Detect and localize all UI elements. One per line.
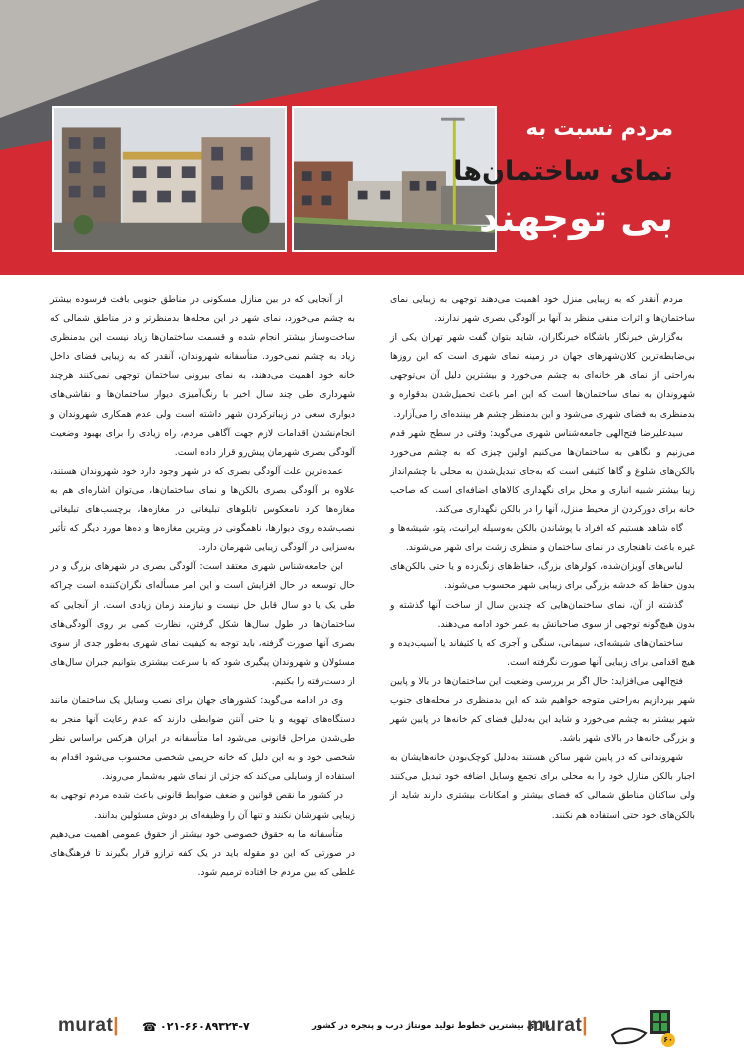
buildings-photo <box>52 106 287 252</box>
paragraph: لباس‌های آویزان‌شده، کولرهای بزرگ، حفاظ‌های زنگ‌زده و یا حتی بالکن‌های بدون حفاظ که خدشه بزرگی برای زیبایی شهر محسوب می‌شوند. <box>390 561 695 592</box>
paragraph: به‌گزارش خبرنگار باشگاه خبرنگاران، شاید بتوان گفت شهر تهران یکی از بی‌ضابطه‌ترین کلان‌شهرهای جهان در زمینه نمای شهری است که این روزها به‌راحتی از نمای هر خانه‌ای به چشم می‌خورد و بیشترین دلیل آن بی‌توجهی شهروندان به نمای ساختمان‌ها است که این امر باعث تحمیل‌شدن بدقواره و بدمنظری به فضای شهری می‌شود و این بدمنظر چشم هر بیننده‌ای را می‌آزارد. <box>390 332 695 420</box>
right-column <box>390 290 695 825</box>
paragraph: گذشته از آن، نمای ساختمان‌هایی که چندین سال از ساخت آنها گذشته و بدون هیچ‌گونه توجهی از سوی صاحبانش به عمر خود ادامه می‌دهند. <box>390 599 695 630</box>
header-banner <box>0 0 744 275</box>
article-body <box>50 290 695 945</box>
phone-icon: ☎ <box>142 1020 157 1034</box>
title-line-2: نمای ساختمان‌ها <box>453 156 673 187</box>
page-footer <box>0 1000 744 1053</box>
paragraph: سیدعلیرضا فتح‌الهی جامعه‌شناس شهری می‌گوید: وقتی در سطح شهر قدم می‌زنیم و نگاهی به ساختمان‌ها می‌کنیم اولین چیزی که به چشم می‌خورد بالکن‌های شلوغ و گاها کثیفی است که به‌جای تبدیل‌شدن به محلی با چشم‌انداز زیبا بیشتر شبیه انباری و محل برای نگهداری کالاهای اضافه‌ای است که صاحب خانه برای دورکردن از محیط منزل، آنها را در بالکن نگهداری می‌کند. <box>390 427 695 516</box>
paragraph: در کشور ما نقص قوانین و ضعف ضوابط قانونی باعث شده مردم توجهی به زیبایی شهرشان نکنند و تنها آن را وظیفه‌ای بر دوش مسئولین بدانند. <box>50 790 355 821</box>
left-column <box>50 290 355 882</box>
paragraph: از آنجایی که در بین منازل مسکونی در مناطق جنوبی بافت فرسوده بیشتر به چشم می‌خورد، نمای شهر در این محله‌ها بدمنظرتر و در مناطق شمالی که ساخت‌وساز بیشتر انجام شده و قسمت ساختمان‌ها زیاد نیست این بدمنظری زیاد به چشم نمی‌خورد. متأسفانه شهروندان، آنقدر که به زیبایی فضای داخل خانه خود اهمیت می‌دهند، به نمای بیرونی ساختمان توجهی نمی‌کنند هرچند شهرداری طی چند سال اخیر با رنگ‌آمیزی دیوار ساختمان‌ها و نقاشی‌های دیواری سعی در زیباترکردن شهر داشته است ولی عدم همکاری شهروندان و انجام‌نشدن اقدامات لازم جهت آگاهی مردم، راه زیادی را برای بهبود وضعیت آلودگی بصری شهرمان پیش‌رو قرار داده است. <box>50 294 355 458</box>
paragraph: مردم آنقدر که به زیبایی منزل خود اهمیت می‌دهند توجهی به زیبایی نمای ساختمان‌ها و اثرات منفی منظر بد آنها بر آلودگی بصری شهر ندارند. <box>390 294 695 325</box>
paragraph: متأسفانه ما به حقوق خصوصی خود بیشتر از حقوق عمومی اهمیت می‌دهیم در صورتی که این دو مقوله باید در یک کفه ترازو قرار بگیرند تا فرهنگ‌های غلطی که بین مردم جا افتاده ترمیم شود. <box>50 828 355 878</box>
title-line-1: مردم نسبت به <box>525 116 673 140</box>
paragraph: ساختمان‌های شیشه‌ای، سیمانی، سنگی و آجری که یا کثیفاند یا آسیب‌دیده و هیچ اقدامی برای زیبایی آنها صورت نگرفته است. <box>390 637 695 668</box>
paragraph: گاه شاهد هستیم که افراد با پوشاندن بالکن به‌وسیله ایرانیت، پتو، شیشه‌ها و غیره باعث ناهنجاری در نمای ساختمان و منظری زشت برای شهر می‌شوند. <box>390 523 695 554</box>
title-line-3: بی توجهند <box>479 196 673 240</box>
brand-logo: murat| <box>527 1015 589 1036</box>
phone-number: ۰۲۱-۶۶۰۸۹۳۲۴-۷ <box>160 1020 250 1033</box>
article-title <box>453 106 681 252</box>
page-number: ۶۰ <box>661 1033 675 1047</box>
paragraph: وی در ادامه می‌گوید: کشورهای جهان برای نصب وسایل یک ساختمان مانند دستگاه‌های تهویه و یا حتی آنتن ضوابطی دارند که عدم رعایت آنها منجر به طی‌شدن مراحل قانونی می‌شود اما متأسفانه در ایران هر‌کس براساس نظر شخصی خود و به این دلیل که خانه حریمی شخصی محسوب می‌شود اقدام به استفاده از وسایلی می‌کند که جزئی از نمای شهر به‌شمار می‌روند. <box>50 694 355 783</box>
paragraph: فتح‌الهی می‌افزاید: حال اگر بر بررسی وضعیت این ساختمان‌ها در بالا و پایین شهر بپردازیم به‌راحتی متوجه خواهیم شد که این بدمنظری در محله‌های جنوب شهر بیشتر به چشم می‌خورد و شاید این به‌دلیل فضای کم خانه‌ها در پایین شهر و بزرگی خانه‌ها در بالای شهر باشد. <box>390 675 695 745</box>
paragraph: عمده‌ترین علت آلودگی بصری که در شهر وجود دارد خود شهروندان هستند، علاوه بر آلودگی بصری بالکن‌ها و نمای ساختمان‌ها، می‌توان اشاره‌ای هم به مغازه‌ها کرد نامعکوس تابلوهای تبلیغاتی در مغازه‌ها، برچسب‌های تبلیغاتی نصب‌شده روی دیوارها، ناهمگونی در ویترین مغازه‌ها و ده‌ها مورد دیگر که تأثیر به‌سزایی در آلودگی زیبایی شهرمان دارد. <box>50 465 355 554</box>
brand-logo: murat| <box>58 1015 120 1036</box>
footer-slogan: دارای بیشترین خطوط تولید مونتاژ درب و پنجره در کشور <box>312 1021 550 1031</box>
paragraph: این جامعه‌شناس شهری معتقد است: آلودگی بصری در شهرهای بزرگ و در حال توسعه در حال افزایش است و این امر مسأله‌ای نگران‌کننده است چراکه طی یک یا دو سال قابل حل نیست و نیازمند زمان زیادی است. از آنجایی که ساختمان‌ها در طول سال‌ها شکل گرفتن، نظارت کمی بر روی آلودگی‌های بصری آنها صورت گرفته، باید توجه به کیفیت نمای شهری به‌طور جدی از سوی مسئولان و شهروندان پیگیری شود که با سرعت بیشتری بتوانیم جبران سال‌های از دست‌رفته را بکنیم. <box>50 561 355 687</box>
paragraph: شهروندانی که در پایین شهر ساکن هستند به‌دلیل کوچک‌بودن خانه‌هایشان به اجبار بالکن منازل خود را به محلی برای تجمع وسایل اضافه خود تبدیل می‌کنند ولی ساکنان مناطق شمالی که فضای بیشتر و امکانات بیشتری دارند شاید از بالکن‌های خود حتی استفاده هم نکنند. <box>390 752 695 821</box>
